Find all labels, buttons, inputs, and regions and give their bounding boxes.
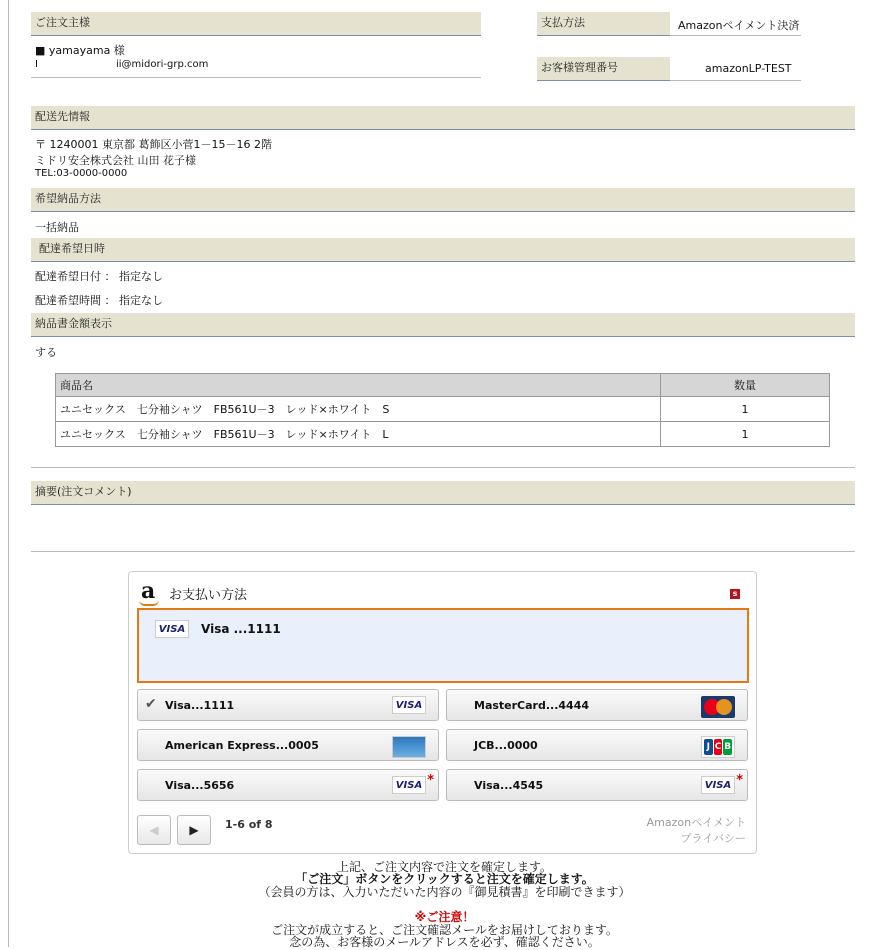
customer-no-label: お客様管理番号 xyxy=(537,57,670,81)
card-label: Visa...1111 xyxy=(165,699,235,712)
caution-note-2: 念の為、お客様のメールアドレスを必ず、確認ください。 xyxy=(289,935,600,949)
check-icon: ✔ xyxy=(145,696,157,712)
amazon-wallet-widget xyxy=(128,571,757,854)
amazon-links xyxy=(647,815,746,847)
card-label: Visa...4545 xyxy=(474,779,544,792)
delivery-method-value: 一括納品 xyxy=(35,221,79,234)
confirm-note-2: 「ご注文」ボタンをクリックすると注文を確定します。 xyxy=(295,872,594,886)
divider xyxy=(31,551,855,552)
card-label: JCB...0000 xyxy=(474,739,538,752)
mastercard-logo-icon xyxy=(701,696,735,718)
product-name: ユニセックス 七分袖シャツ FB561U－3 レッド×ホワイト L xyxy=(56,422,661,447)
left-border xyxy=(8,0,9,947)
amazon-logo-icon: a xyxy=(141,578,156,604)
divider xyxy=(670,80,801,81)
amex-logo-icon xyxy=(392,736,426,758)
invoice-header: 納品書金額表示 xyxy=(31,313,855,337)
card-label: American Express...0005 xyxy=(165,739,319,752)
product-qty: 1 xyxy=(661,422,830,447)
customer-no-value: amazonLP-TEST xyxy=(705,62,792,75)
delivery-date: 配達希望日付 ： 指定なし xyxy=(35,270,163,283)
delivery-time: 配達希望時間 ： 指定なし xyxy=(35,294,163,307)
comment-header: 摘要(注文コメント) xyxy=(31,481,855,505)
items-table xyxy=(55,373,830,447)
caution-title: ※ご注意！ xyxy=(414,910,475,924)
card-label: MasterCard...4444 xyxy=(474,699,590,712)
visa-logo-icon: VISA xyxy=(155,620,189,638)
visa-logo-icon: VISA xyxy=(701,776,735,794)
card-option-visa-4545[interactable] xyxy=(446,769,748,801)
visa-logo-icon: VISA xyxy=(392,696,426,714)
selected-payment xyxy=(137,608,749,683)
table-header-row xyxy=(56,374,830,397)
shipping-recipient: ミドリ安全株式会社 山田 花子様 xyxy=(35,154,196,167)
delivery-method-header: 希望納品方法 xyxy=(31,188,855,212)
page-count: 1-6 of 8 xyxy=(225,818,273,831)
card-option-amex-0005[interactable] xyxy=(137,729,439,761)
divider xyxy=(31,77,481,78)
privacy-link[interactable]: プライバシー xyxy=(680,832,746,845)
table-row xyxy=(56,397,830,422)
shipping-header: 配送先情報 xyxy=(31,106,855,130)
col-product-name: 商品名 xyxy=(56,374,661,397)
visa-logo-icon: VISA xyxy=(392,776,426,794)
delivery-time-header: 配達希望日時 xyxy=(31,238,855,262)
expired-star-icon: * xyxy=(427,773,434,788)
orderer-name: ■ yamayama 様 xyxy=(35,44,125,57)
caution-note-1: ご注文が成立すると、ご注文確認メールをお届けしております。 xyxy=(271,923,618,937)
col-quantity: 数量 xyxy=(661,374,830,397)
product-name: ユニセックス 七分袖シャツ FB561U－3 レッド×ホワイト S xyxy=(56,397,661,422)
payment-method-label: 支払方法 xyxy=(537,12,670,36)
prev-page-button[interactable]: ◀ xyxy=(137,815,171,845)
divider xyxy=(31,467,855,468)
widget-title: お支払い方法 xyxy=(169,588,248,603)
next-page-button[interactable]: ▶ xyxy=(177,815,211,845)
secure-badge-icon: s xyxy=(730,589,740,599)
amazon-smile-icon xyxy=(139,600,159,606)
orderer-header: ご注文主様 xyxy=(31,12,481,36)
confirm-note-1: 上記、ご注文内容で注文を確定します。 xyxy=(336,860,553,874)
confirm-note-3: （会員の方は、入力いただいた内容の『御見積書』を印刷できます） xyxy=(258,885,631,899)
card-option-visa-1111[interactable] xyxy=(137,689,439,721)
invoice-value: する xyxy=(35,346,57,359)
table-row xyxy=(56,422,830,447)
jcb-logo-icon: J C B xyxy=(701,736,735,758)
shipping-address: 〒 1240001 東京都 葛飾区小菅1－15－16 2階 xyxy=(35,138,272,151)
amazon-payments-link[interactable]: Amazonペイメント xyxy=(646,816,746,829)
product-qty: 1 xyxy=(661,397,830,422)
divider xyxy=(670,35,801,36)
card-label: Visa...5656 xyxy=(165,779,235,792)
shipping-tel: TEL:03-0000-0000 xyxy=(35,168,128,179)
expired-star-icon: * xyxy=(736,773,743,788)
payment-method-value: Amazonペイメント決済 xyxy=(678,19,800,32)
card-option-jcb-0000[interactable] xyxy=(446,729,748,761)
selected-card-text: Visa ...1111 xyxy=(201,622,281,636)
card-option-visa-5656[interactable] xyxy=(137,769,439,801)
orderer-email: I ii@midori-grp.com xyxy=(35,59,209,70)
card-option-mastercard-4444[interactable] xyxy=(446,689,748,721)
